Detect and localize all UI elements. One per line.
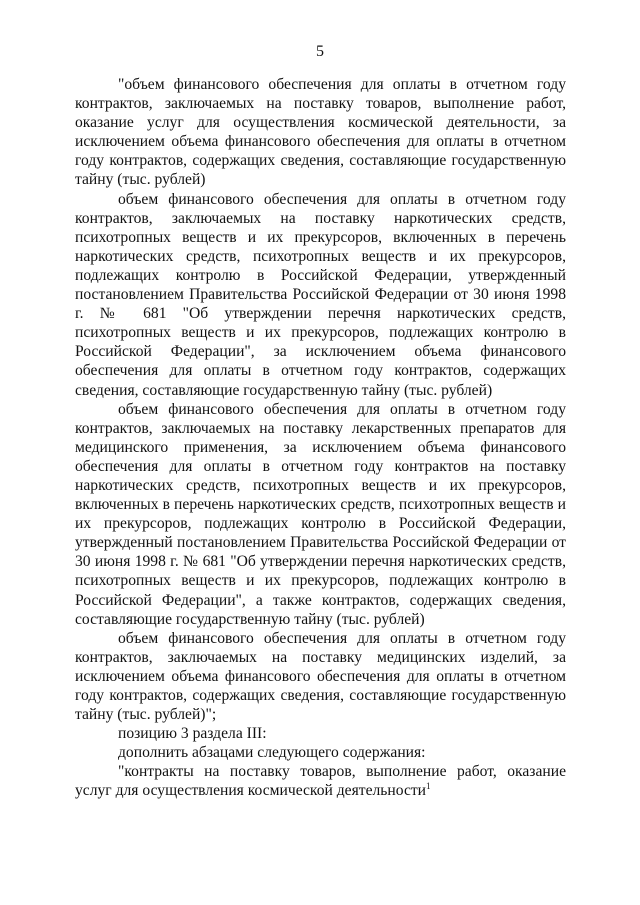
paragraph-medical-devices-volume: объем финансового обеспечения для оплаты в отчетном году контрактов, заключаемых на поставку медицинских изделий, за исключением объема финансового обеспечения для оплаты в отчетном году контрактов, содержащих сведения, составляющие государственную тайну (тыс. рублей)"; [75,629,566,724]
paragraph-medicines-volume: объем финансового обеспечения для оплаты в отчетном году контрактов, заключаемых на поставку лекарственных препаратов для медицинского применения, за исключением объема финансового обеспечения для оплаты в отчетном году контрактов на поставку наркотических средств, психотропных веществ и их прекурсоров, включенных в перечень наркотических средств, психотропных веществ и их прекурсоров, подлежащих контролю в Российской Федерации, утвержденный постановлением Правительства Российской Федерации от 30 июня 1998 г. № 681 "Об утверждении перечня наркотических средств, психотропных веществ и их прекурсоров, подлежащих контролю в Российской Федерации", а также контрактов, содержащих сведения, составляющие государственную тайну (тыс. рублей) [75,400,566,628]
page-number: 5 [316,43,324,60]
paragraph-add-clauses: дополнить абзацами следующего содержания: [118,744,426,762]
paragraph-narcotics-volume: объем финансового обеспечения для оплаты в отчетном году контрактов, заключаемых на поставку наркотических средств, психотропных веществ и их прекурсоров, включенных в перечень наркотических средств, психотропных веществ и их прекурсоров, подлежащих контролю в Российской Федерации, утвержденный постановлением Правительства Российской Федерации от 30 июня 1998 г. № 681 "Об утверждении перечня наркотических средств, психотропных веществ и их прекурсоров, подлежащих контролю в Российской Федерации", за исключением объема финансового обеспечения для оплаты в отчетном году контрактов, содержащих сведения, составляющие государственную тайну (тыс. рублей) [75,190,566,399]
space-contracts-text: "контракты на поставку товаров, выполнение работ, оказание услуг для осуществления космической деятельности [75,763,566,800]
paragraph-position-3-section-3: позицию 3 раздела III: [118,725,267,743]
document-body [75,75,566,801]
paragraph-space-contracts [75,762,566,800]
paragraph-space-activity-volume: "объем финансового обеспечения для оплаты в отчетном году контрактов, заключаемых на поставку товаров, выполнение работ, оказание услуг для осуществления космической деятельности, за исключением объема финансового обеспечения для оплаты в отчетном году контрактов, содержащих сведения, составляющие государственную тайну (тыс. рублей) [75,76,566,189]
footnote-mark: 1 [426,781,431,792]
